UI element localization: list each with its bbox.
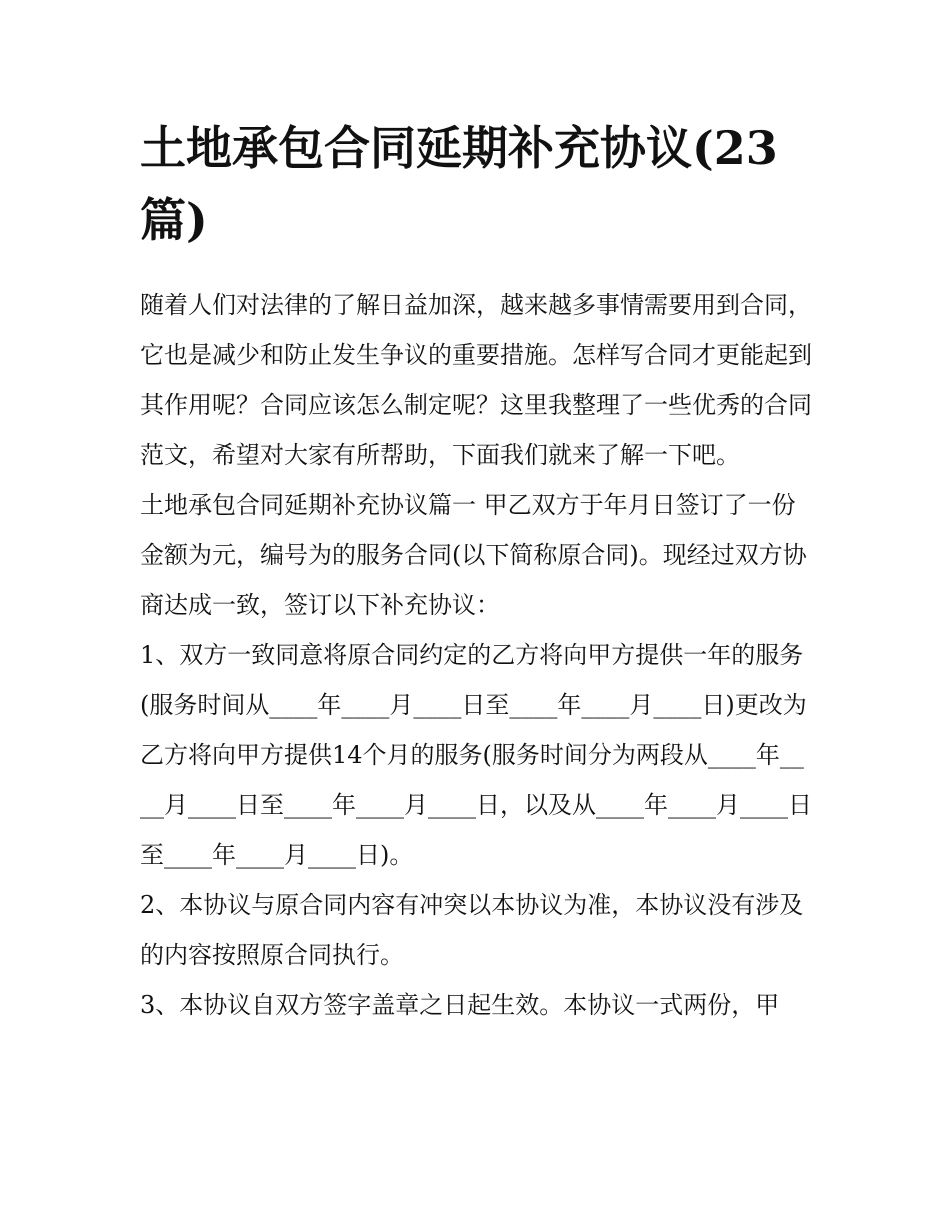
agreement-preamble-paragraph: 土地承包合同延期补充协议篇一 甲乙双方于年月日签订了一份金额为元，编号为的服务合同(以下简称原合同)。现经过双方协商达成一致，签订以下补充协议：: [140, 491, 807, 619]
document-body: [140, 112, 812, 1030]
clause-2-paragraph: 2、本协议与原合同内容有冲突以本协议为准，本协议没有涉及的内容按照原合同执行。: [140, 891, 804, 969]
clause-3-paragraph: 3、本协议自双方签字盖章之日起生效。本协议一式两份，甲: [140, 991, 780, 1019]
intro-paragraph: 随着人们对法律的了解日益加深，越来越多事情需要用到合同，它也是减少和防止发生争议的重要措施。怎样写合同才更能起到其作用呢？合同应该怎么制定呢？这里我整理了一些优秀的合同范文，希望对大家有所帮助，下面我们就来了解一下吧。: [140, 291, 812, 469]
document-title: 土地承包合同延期补充协议(23篇): [140, 121, 778, 247]
clause-1-paragraph: 1、双方一致同意将原合同约定的乙方将向甲方提供一年的服务(服务时间从____年____月____日至____年____月____日)更改为乙方将向甲方提供14个月的服务(服务时间分为两段从____年____月____日至____年____月____日，以及从____年____月____日至____年____月____日)。: [140, 641, 812, 869]
